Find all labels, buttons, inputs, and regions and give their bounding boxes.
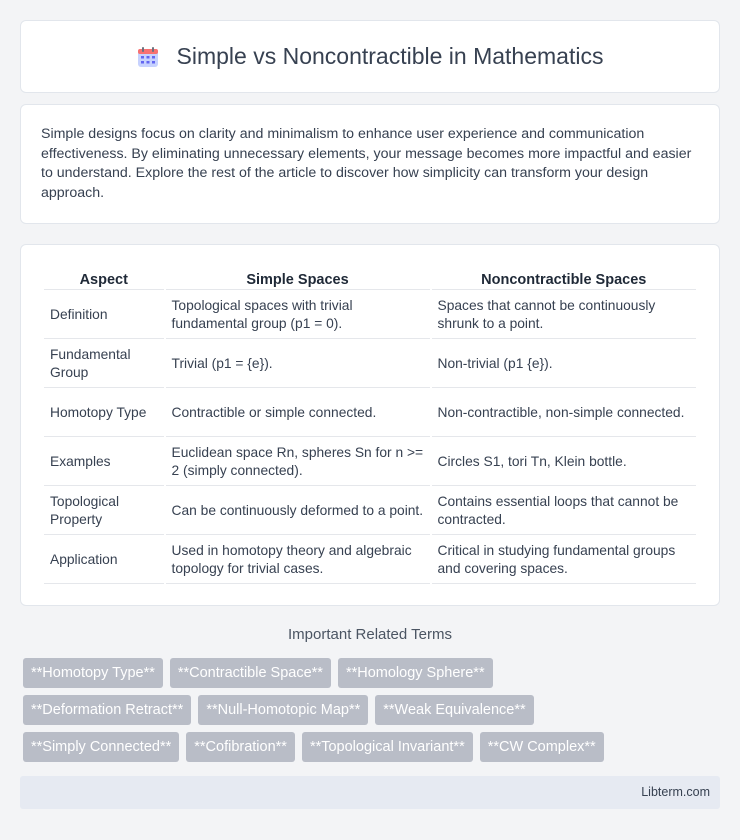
- tag-weak-equivalence[interactable]: **Weak Equivalence**: [375, 695, 533, 725]
- tag-cofibration[interactable]: **Cofibration**: [186, 732, 295, 762]
- related-terms-title: Important Related Terms: [288, 626, 452, 643]
- table-row: [44, 292, 696, 339]
- tag-deformation-retract[interactable]: **Deformation Retract**: [23, 695, 191, 725]
- row-aspect: Fundamental Group: [44, 341, 164, 388]
- row-noncontractible: Non-contractible, non-simple connected.: [432, 390, 697, 437]
- table-row: [44, 439, 696, 486]
- row-noncontractible: Circles S1, tori Tn, Klein bottle.: [432, 439, 697, 486]
- table-row: [44, 488, 696, 535]
- tag-homotopy-type[interactable]: **Homotopy Type**: [23, 658, 163, 688]
- calendar-icon: [137, 46, 159, 68]
- row-noncontractible: Spaces that cannot be continuously shrunk to a point.: [432, 292, 697, 339]
- tag-row: [23, 695, 723, 725]
- intro-card: [20, 104, 720, 224]
- row-aspect: Topological Property: [44, 488, 164, 535]
- header-noncontractible-spaces: Noncontractible Spaces: [432, 267, 697, 290]
- row-simple: Euclidean space Rn, spheres Sn for n >= 2 (simply connected).: [166, 439, 430, 486]
- tag-row: [23, 732, 723, 762]
- row-aspect: Examples: [44, 439, 164, 486]
- header-simple-spaces: Simple Spaces: [166, 267, 430, 290]
- footer: [20, 776, 720, 809]
- related-terms-list: [23, 658, 723, 769]
- row-simple: Used in homotopy theory and algebraic topology for trivial cases.: [166, 537, 430, 584]
- row-noncontractible: Non-trivial (p1 {e}).: [432, 341, 697, 388]
- comparison-card: [20, 244, 720, 606]
- row-simple: Trivial (p1 = {e}).: [166, 341, 430, 388]
- row-simple: Topological spaces with trivial fundamental group (p1 = 0).: [166, 292, 430, 339]
- row-aspect: Homotopy Type: [44, 390, 164, 437]
- tag-row: [23, 658, 723, 688]
- row-aspect: Application: [44, 537, 164, 584]
- header-aspect: Aspect: [44, 267, 164, 290]
- page-title: Simple vs Noncontractible in Mathematics: [176, 43, 604, 69]
- title-card: [20, 20, 720, 93]
- row-simple: Contractible or simple connected.: [166, 390, 430, 437]
- table-header-row: [44, 267, 696, 290]
- table-row: [44, 390, 696, 437]
- tag-homology-sphere[interactable]: **Homology Sphere**: [338, 658, 493, 688]
- row-aspect: Definition: [44, 292, 164, 339]
- tag-cw-complex[interactable]: **CW Complex**: [480, 732, 604, 762]
- table-row: [44, 537, 696, 584]
- table-row: [44, 341, 696, 388]
- tag-null-homotopic-map[interactable]: **Null-Homotopic Map**: [198, 695, 368, 725]
- tag-simply-connected[interactable]: **Simply Connected**: [23, 732, 179, 762]
- footer-brand[interactable]: Libterm.com: [641, 785, 710, 799]
- tag-topological-invariant[interactable]: **Topological Invariant**: [302, 732, 473, 762]
- row-noncontractible: Critical in studying fundamental groups and covering spaces.: [432, 537, 697, 584]
- comparison-table: [42, 265, 698, 586]
- row-simple: Can be continuously deformed to a point.: [166, 488, 430, 535]
- intro-text: Simple designs focus on clarity and minimalism to enhance user experience and communication effectiveness. By eliminating unnecessary elements, your message becomes more impactful and easier to understand. Explore the rest of the article to discover how simplicity can transform your design approach.: [41, 126, 692, 201]
- tag-contractible-space[interactable]: **Contractible Space**: [170, 658, 331, 688]
- row-noncontractible: Contains essential loops that cannot be contracted.: [432, 488, 697, 535]
